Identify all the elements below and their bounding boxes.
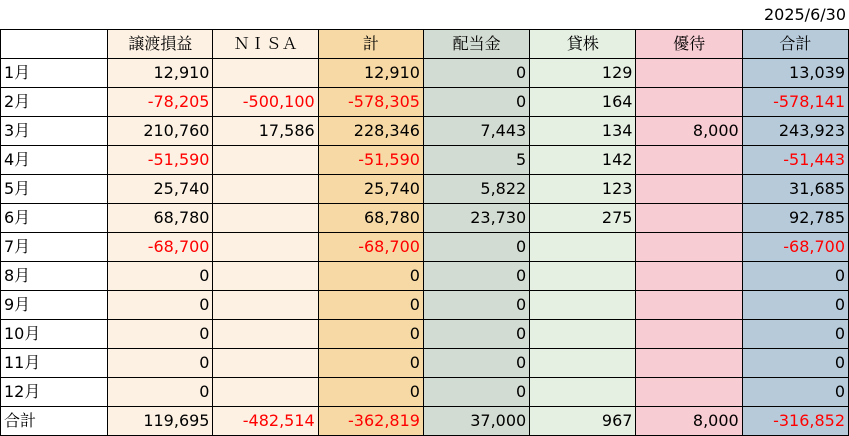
cell-nisa[interactable] (213, 378, 318, 407)
cell-kei[interactable]: 0 (318, 349, 423, 378)
cell-gokei[interactable]: 243,923 (742, 117, 848, 146)
cell-month[interactable]: 4月 (1, 146, 108, 175)
header-month[interactable] (1, 30, 108, 59)
cell-kashi[interactable]: 123 (530, 175, 636, 204)
header-kashi[interactable]: 貸株 (530, 30, 636, 59)
cell-yutai[interactable]: 8,000 (636, 117, 742, 146)
table-row (1, 291, 849, 320)
cell-month[interactable]: 11月 (1, 349, 108, 378)
table-row (1, 88, 849, 117)
cell-joto[interactable]: -51,590 (108, 146, 213, 175)
cell-gokei[interactable]: -316,852 (742, 407, 848, 436)
cell-nisa[interactable]: 17,586 (213, 117, 318, 146)
cell-kei[interactable]: 12,910 (318, 59, 423, 88)
monthly-summary-table (0, 29, 849, 436)
cell-haito[interactable]: 0 (423, 320, 529, 349)
cell-haito[interactable]: 7,443 (423, 117, 529, 146)
cell-haito[interactable]: 0 (423, 233, 529, 262)
cell-joto[interactable]: 0 (108, 378, 213, 407)
cell-gokei[interactable]: -68,700 (742, 233, 848, 262)
cell-kashi[interactable]: 275 (530, 204, 636, 233)
cell-kashi[interactable]: 967 (530, 407, 636, 436)
cell-month[interactable]: 1月 (1, 59, 108, 88)
table-row (1, 320, 849, 349)
cell-kei[interactable]: 0 (318, 291, 423, 320)
cell-nisa[interactable]: -500,100 (213, 88, 318, 117)
cell-gokei[interactable]: -51,443 (742, 146, 848, 175)
cell-kei[interactable]: 228,346 (318, 117, 423, 146)
cell-month[interactable]: 5月 (1, 175, 108, 204)
cell-kashi[interactable]: 129 (530, 59, 636, 88)
table-row (1, 378, 849, 407)
cell-haito[interactable]: 0 (423, 349, 529, 378)
cell-month[interactable]: 2月 (1, 88, 108, 117)
cell-month[interactable]: 8月 (1, 262, 108, 291)
header-row (1, 30, 849, 59)
cell-yutai[interactable] (636, 88, 742, 117)
cell-gokei[interactable]: 0 (742, 378, 848, 407)
cell-haito[interactable]: 37,000 (423, 407, 529, 436)
cell-haito[interactable]: 5 (423, 146, 529, 175)
cell-joto[interactable]: 12,910 (108, 59, 213, 88)
cell-haito[interactable]: 0 (423, 378, 529, 407)
cell-kei[interactable]: 0 (318, 262, 423, 291)
table-row (1, 175, 849, 204)
cell-yutai[interactable] (636, 262, 742, 291)
cell-kei[interactable]: -362,819 (318, 407, 423, 436)
header-kei[interactable]: 計 (318, 30, 423, 59)
cell-yutai[interactable] (636, 291, 742, 320)
cell-kashi[interactable] (530, 378, 636, 407)
cell-kei[interactable]: -578,305 (318, 88, 423, 117)
cell-kashi[interactable]: 164 (530, 88, 636, 117)
cell-month[interactable]: 3月 (1, 117, 108, 146)
cell-haito[interactable]: 5,822 (423, 175, 529, 204)
cell-kei[interactable]: -51,590 (318, 146, 423, 175)
cell-yutai[interactable] (636, 320, 742, 349)
cell-nisa[interactable] (213, 262, 318, 291)
cell-nisa[interactable] (213, 204, 318, 233)
cell-kashi[interactable]: 142 (530, 146, 636, 175)
cell-month[interactable]: 12月 (1, 378, 108, 407)
table-row (1, 262, 849, 291)
cell-joto[interactable]: 0 (108, 349, 213, 378)
cell-yutai[interactable] (636, 175, 742, 204)
cell-month[interactable]: 6月 (1, 204, 108, 233)
cell-yutai[interactable] (636, 204, 742, 233)
cell-joto[interactable]: 25,740 (108, 175, 213, 204)
cell-joto[interactable]: -78,205 (108, 88, 213, 117)
cell-gokei[interactable]: -578,141 (742, 88, 848, 117)
table-row (1, 59, 849, 88)
table-row (1, 117, 849, 146)
cell-nisa[interactable] (213, 291, 318, 320)
table-row (1, 204, 849, 233)
cell-haito[interactable]: 23,730 (423, 204, 529, 233)
report-date: 2025/6/30 (763, 5, 846, 24)
cell-gokei[interactable]: 0 (742, 320, 848, 349)
header-yutai[interactable]: 優待 (636, 30, 742, 59)
cell-haito[interactable]: 0 (423, 262, 529, 291)
cell-gokei[interactable]: 0 (742, 349, 848, 378)
cell-gokei[interactable]: 13,039 (742, 59, 848, 88)
cell-kashi[interactable]: 134 (530, 117, 636, 146)
cell-month[interactable]: 10月 (1, 320, 108, 349)
cell-nisa[interactable] (213, 233, 318, 262)
header-haito[interactable]: 配当金 (423, 30, 529, 59)
header-gokei[interactable]: 合計 (742, 30, 848, 59)
cell-joto[interactable]: -68,700 (108, 233, 213, 262)
cell-kashi[interactable] (530, 291, 636, 320)
cell-joto[interactable]: 68,780 (108, 204, 213, 233)
cell-joto[interactable]: 210,760 (108, 117, 213, 146)
cell-nisa[interactable] (213, 320, 318, 349)
cell-haito[interactable]: 0 (423, 291, 529, 320)
cell-yutai[interactable] (636, 146, 742, 175)
cell-gokei[interactable]: 31,685 (742, 175, 848, 204)
cell-nisa[interactable] (213, 146, 318, 175)
header-joto[interactable]: 譲渡損益 (108, 30, 213, 59)
cell-kei[interactable]: 0 (318, 320, 423, 349)
cell-kashi[interactable] (530, 320, 636, 349)
cell-kei[interactable]: 0 (318, 378, 423, 407)
header-nisa[interactable]: ＮＩＳＡ (213, 30, 318, 59)
cell-haito[interactable]: 0 (423, 88, 529, 117)
cell-month[interactable]: 7月 (1, 233, 108, 262)
table-row (1, 233, 849, 262)
cell-kei[interactable]: 68,780 (318, 204, 423, 233)
cell-yutai[interactable] (636, 378, 742, 407)
cell-joto[interactable]: 0 (108, 262, 213, 291)
cell-kei[interactable]: 25,740 (318, 175, 423, 204)
cell-yutai[interactable] (636, 233, 742, 262)
table-row (1, 349, 849, 378)
cell-joto[interactable]: 0 (108, 320, 213, 349)
cell-gokei[interactable]: 0 (742, 291, 848, 320)
cell-nisa[interactable] (213, 59, 318, 88)
cell-gokei[interactable]: 0 (742, 262, 848, 291)
cell-nisa[interactable] (213, 175, 318, 204)
cell-joto[interactable]: 0 (108, 291, 213, 320)
cell-kei[interactable]: -68,700 (318, 233, 423, 262)
cell-joto[interactable]: 119,695 (108, 407, 213, 436)
total-row (1, 407, 849, 436)
cell-nisa[interactable]: -482,514 (213, 407, 318, 436)
table-row (1, 146, 849, 175)
cell-yutai[interactable]: 8,000 (636, 407, 742, 436)
cell-kashi[interactable] (530, 233, 636, 262)
cell-nisa[interactable] (213, 349, 318, 378)
cell-month[interactable]: 合計 (1, 407, 108, 436)
cell-yutai[interactable] (636, 59, 742, 88)
cell-haito[interactable]: 0 (423, 59, 529, 88)
cell-month[interactable]: 9月 (1, 291, 108, 320)
cell-kashi[interactable] (530, 262, 636, 291)
cell-kashi[interactable] (530, 349, 636, 378)
cell-yutai[interactable] (636, 349, 742, 378)
cell-gokei[interactable]: 92,785 (742, 204, 848, 233)
